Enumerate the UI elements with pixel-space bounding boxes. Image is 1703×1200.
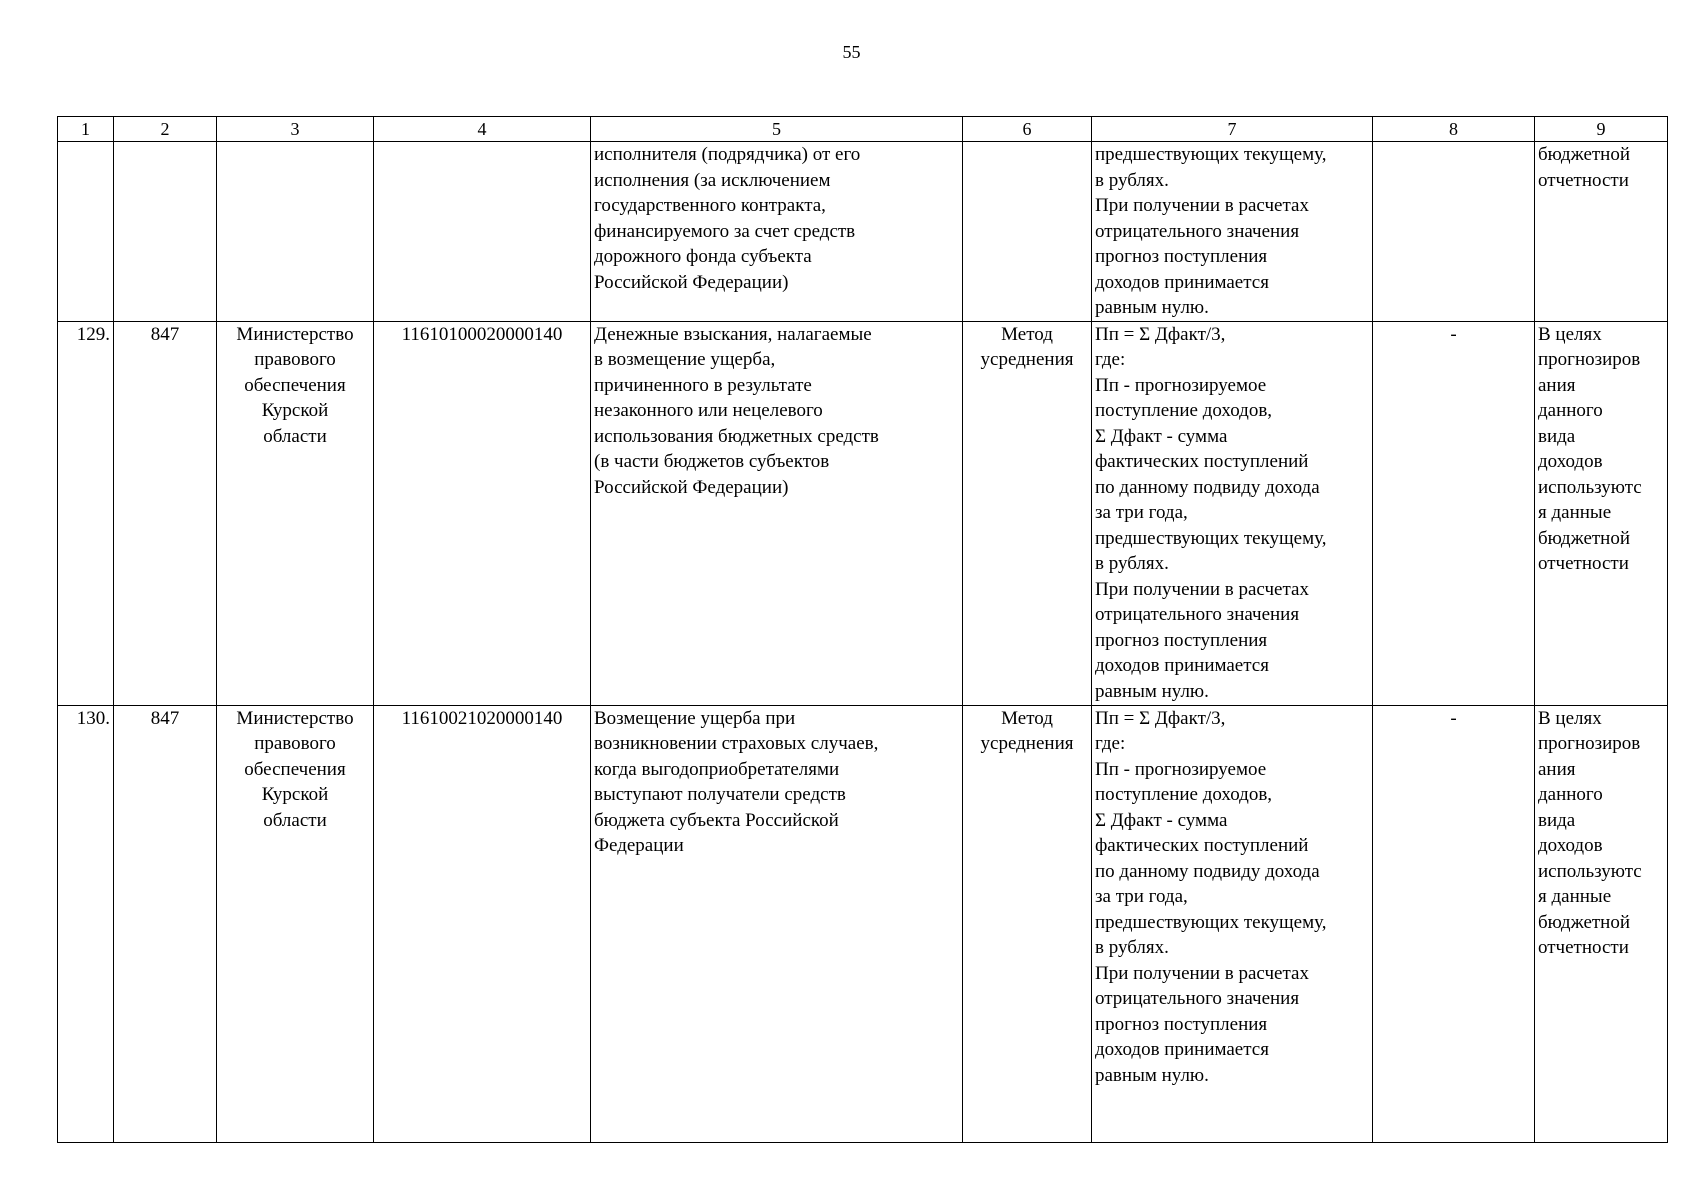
ministry-name: Министерство правового обеспечения Курской области xyxy=(236,707,354,831)
column-number: 7 xyxy=(1092,117,1373,142)
revenue-name-text: Возмещение ущерба при возникновении страховых случаев, когда выгодоприобретателями выступают получатели средств бюджета субъекта Российской Федерации xyxy=(594,707,879,856)
grbs-code: 847 xyxy=(114,321,217,705)
empty-cell xyxy=(217,142,374,322)
formula-text: предшествующих текущему, в рублях. При получении в расчетах отрицательного значения прогноз поступления доходов принимается равным нулю. xyxy=(1095,144,1327,318)
note-text: В целях прогнозиров ания данного вида доходов используютс я данные бюджетной отчетности xyxy=(1538,707,1642,958)
method-cell xyxy=(963,321,1092,705)
grbs-code: 847 xyxy=(114,705,217,1142)
formula-cell xyxy=(1092,705,1373,1142)
method-text: Метод усреднения xyxy=(980,323,1074,370)
method-cell xyxy=(963,705,1092,1142)
empty-cell xyxy=(963,142,1092,322)
formula-cell xyxy=(1092,142,1373,322)
column-number: 6 xyxy=(963,117,1092,142)
column-number: 8 xyxy=(1373,117,1535,142)
page-number: 55 xyxy=(842,42,861,62)
column-number: 1 xyxy=(58,117,114,142)
column-number: 2 xyxy=(114,117,217,142)
method-text: Метод усреднения xyxy=(980,707,1074,754)
note-text: В целях прогнозиров ания данного вида доходов используютс я данные бюджетной отчетности xyxy=(1538,323,1642,574)
kbk-code: 11610100020000140 xyxy=(374,321,591,705)
formula-text: Пп = Σ Дфакт/3, где: Пп - прогнозируемое поступление доходов, Σ Дфакт - сумма фактических поступлений по данному подвиду дохода за три года, предшествующих текущему, в рублях. При получении в расчетах отрицательного значения прогноз поступления доходов принимается равным нулю. xyxy=(1095,707,1327,1086)
revenue-name-cell xyxy=(591,142,963,322)
ministry-cell xyxy=(217,705,374,1142)
ministry-cell xyxy=(217,321,374,705)
note-text: бюджетной отчетности xyxy=(1538,144,1631,191)
empty-cell xyxy=(58,142,114,322)
revenue-name-text: Денежные взыскания, налагаемые в возмещение ущерба, причиненного в результате незаконного или нецелевого использования бюджетных средств (в части бюджетов субъектов Российской Федерации) xyxy=(594,323,879,498)
empty-cell xyxy=(1373,142,1535,322)
col8-cell: - xyxy=(1373,705,1535,1142)
row-number: 130. xyxy=(58,705,114,1142)
revenue-name-cell xyxy=(591,705,963,1142)
table-row xyxy=(58,321,1668,705)
empty-cell xyxy=(114,142,217,322)
column-number: 9 xyxy=(1535,117,1668,142)
continuation-row xyxy=(58,142,1668,322)
kbk-code: 11610021020000140 xyxy=(374,705,591,1142)
revenue-name-cell xyxy=(591,321,963,705)
row-number: 129. xyxy=(58,321,114,705)
column-number-row xyxy=(58,117,1668,142)
note-cell xyxy=(1535,705,1668,1142)
note-cell xyxy=(1535,321,1668,705)
column-number: 5 xyxy=(591,117,963,142)
revenue-name-text: исполнителя (подрядчика) от его исполнения (за исключением государственного контракта, финансируемого за счет средств дорожного фонда субъекта Российской Федерации) xyxy=(594,144,861,293)
column-number: 4 xyxy=(374,117,591,142)
formula-cell xyxy=(1092,321,1373,705)
column-number: 3 xyxy=(217,117,374,142)
table-row xyxy=(58,705,1668,1142)
col8-cell: - xyxy=(1373,321,1535,705)
formula-text: Пп = Σ Дфакт/3, где: Пп - прогнозируемое поступление доходов, Σ Дфакт - сумма фактических поступлений по данному подвиду дохода за три года, предшествующих текущему, в рублях. При получении в расчетах отрицательного значения прогноз поступления доходов принимается равным нулю. xyxy=(1095,323,1327,702)
revenue-forecast-table xyxy=(57,116,1668,1143)
ministry-name: Министерство правового обеспечения Курской области xyxy=(236,323,354,447)
empty-cell xyxy=(374,142,591,322)
note-cell xyxy=(1535,142,1668,322)
